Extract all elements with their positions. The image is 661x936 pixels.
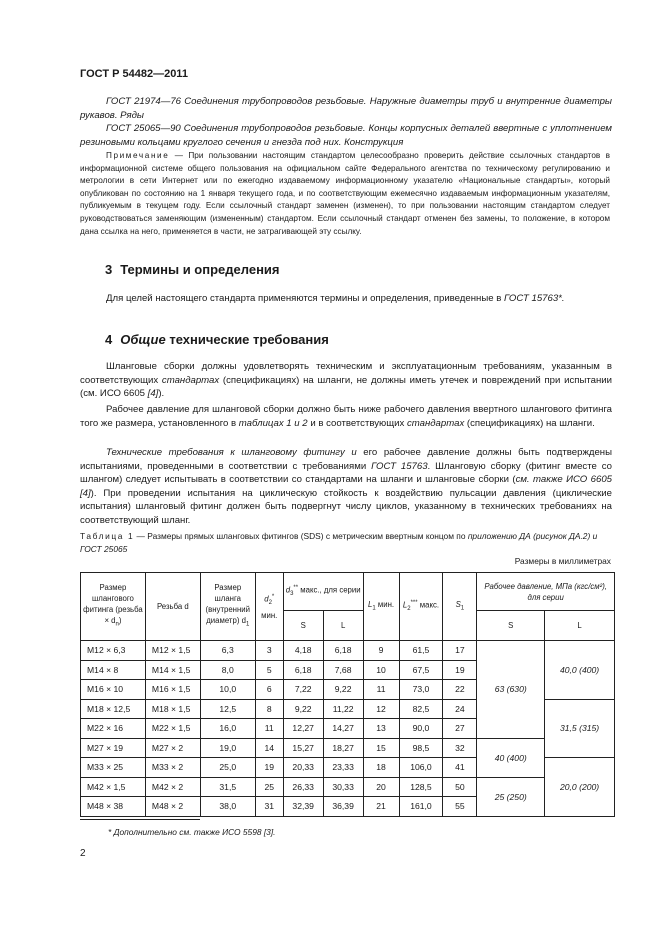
p1-text-c: (спецификациях) на шланги, не должны иметь утечек и повреждений при испытании (см. ИСО 6605	[80, 374, 612, 400]
section-4-title-italic: Общие	[120, 332, 166, 347]
header-hose-size: Размер шланга (внутренний диаметр) $d_1$	[200, 573, 255, 641]
table-row: M48 × 38 M48 × 2 38,0 31 32,39 36,39 21 161,0 55	[81, 797, 615, 817]
table-1-caption	[80, 530, 615, 555]
reference-gost-25065: ГОСТ 25065—90 Соединения трубопроводов резьбовые. Концы корпусных деталей ввертные с уплотнением резиновыми кольцами круглого сечения и гнезда под них. Конструкция	[80, 123, 612, 148]
section-3-heading	[105, 262, 280, 277]
header-l1: $L_1$ мин.	[363, 573, 399, 641]
p2-text-b: таблицах 1 и 2	[238, 417, 308, 429]
section-4-paragraph-1	[80, 360, 612, 401]
note-paragraph	[80, 150, 610, 238]
p2-text-d: стандартах	[406, 417, 465, 429]
table-row: M27 × 19 M27 × 2 19,0 14 15,27 18,27 15 98,5 32 40 (400)	[81, 738, 615, 758]
section-3-ref: ГОСТ 15763*.	[504, 293, 565, 304]
p3-text-b: его рабочее давление должны быть подтверждены испытаниями, проведенными в соответствии с требованиями	[80, 447, 612, 472]
table-1-label: Таблица 1	[80, 531, 135, 541]
p1-text-b: стандартах	[161, 374, 220, 386]
p1-text-a: Шланговые сборки должны удовлетворять техническим и эксплуатационным требованиям, указанным в соответствующих	[80, 361, 612, 386]
pressure-s-b: 40 (400)	[477, 738, 545, 777]
table-1	[80, 572, 615, 817]
pressure-l-a: 40,0 (400)	[545, 641, 615, 700]
p2-text-a: Рабочее давление для шланговой сборки должно быть ниже рабочего давления ввертного шлангового фитинга того же размера, установленного в	[80, 404, 612, 429]
header-thread: Резьба d	[145, 573, 200, 641]
p2-text-c: и в соответствующих	[307, 417, 407, 429]
header-d3-s: S	[283, 611, 323, 641]
p1-text-d: [4]	[147, 388, 159, 400]
section-4-title-rest: технические требования	[165, 332, 329, 347]
header-d3-l: L	[323, 611, 363, 641]
table-row: M12 × 6,3 M12 × 1,5 6,3 3 4,18 6,18 9 61,5 17 63 (630) 40,0 (400)	[81, 641, 615, 661]
pressure-l-c: 20,0 (200)	[545, 758, 615, 817]
header-d3: $d_3^{**}$ макс., для серии	[283, 573, 363, 611]
section-4-number: 4	[105, 332, 113, 347]
note-label: Примечание	[106, 151, 170, 160]
note-text: — При пользовании настоящим стандартом целесообразно проверить действие ссылочных стандартов в информационной системе общего пользования на официальном сайте Федерального агентства по техническому регулированию и метрологии в сети Интернет или по ежегодно издаваемому информационному указателю «Национальные стандарты», который опубликован по состоянию на 1 января текущего года, и по соответствующим ежемесячно издаваемым информационным указателям, публикуемым в текущем году. Если ссылочный стандарт заменен (изменен), то при пользовании настоящим стандартом следует руководствоваться заменяющим (измененным) стандартом. Если ссылочный стандарт отменен без замены, то положение, в котором дана ссылка на него, применяется в части, не затрагивающей эту ссылку.	[80, 151, 610, 236]
section-3-title: Термины и определения	[120, 262, 280, 277]
header-l2: $L_2^{***}$ макс.	[399, 573, 443, 641]
table-row: M16 × 10 M16 × 1,5 10,0 6 7,22 9,22 11 73,0 22	[81, 680, 615, 700]
p3-text-c: ГОСТ 15763	[371, 460, 428, 472]
header-pressure: Рабочее давление, МПа (кгс/см²), для серии	[477, 573, 615, 611]
table-row: M42 × 1,5 M42 × 2 31,5 25 26,33 30,33 20 128,5 50 25 (250)	[81, 777, 615, 797]
table-row: M22 × 16 M22 × 1,5 16,0 11 12,27 14,27 13 90,0 27	[81, 719, 615, 739]
p3-text-d: . Шланговую сборку (фитинг вместе со шлангом) следует испытывать в соответствии со стандартами на шланги и шланговые сборки (	[80, 460, 612, 486]
header-d2: $d_2^*$ мин.	[255, 573, 283, 641]
table-row: M14 × 8 M14 × 1,5 8,0 5 6,18 7,68 10 67,5 19	[81, 660, 615, 680]
section-3-number: 3	[105, 262, 113, 277]
p3-text-a: Технические требования к шланговому фитингу и	[106, 447, 357, 458]
reference-gost-21974: ГОСТ 21974—76 Соединения трубопроводов резьбовые. Наружные диаметры труб и внутренние диаметры рукавов. Ряды	[80, 96, 612, 121]
header-pressure-l: L	[545, 611, 615, 641]
table-1-caption-italic: приложению ДА (рисунок ДА.2) и ГОСТ 25065	[80, 531, 598, 554]
table-1-units: Размеры в миллиметрах	[514, 556, 611, 566]
footnote-divider	[80, 819, 200, 820]
section-4-heading	[105, 332, 329, 347]
header-size: Размер шлангового фитинга (резьба × $d_n$)	[81, 573, 146, 641]
p3-text-e: см. также ИСО 6605 [4]	[80, 474, 612, 499]
header-s1: $S_1$	[443, 573, 477, 641]
table-1-caption-text: — Размеры прямых шланговых фитингов (SDS) с метрическим ввертным концом по	[134, 531, 468, 541]
pressure-s-c: 25 (250)	[477, 777, 545, 816]
section-3-paragraph	[80, 292, 612, 306]
table-row: M18 × 12,5 M18 × 1,5 12,5 8 9,22 11,22 12 82,5 24 31,5 (315)	[81, 699, 615, 719]
p2-text-e: (спецификациях) на шланги.	[464, 417, 595, 429]
footnote: * Дополнительно см. также ИСО 5598 [3].	[108, 827, 276, 837]
header-pressure-s: S	[477, 611, 545, 641]
page-number: 2	[80, 848, 86, 859]
section-4-paragraph-2	[80, 403, 612, 430]
pressure-s-a: 63 (630)	[477, 641, 545, 739]
pressure-l-b: 31,5 (315)	[545, 699, 615, 758]
section-4-paragraph-3	[80, 446, 612, 528]
p1-text-e: ).	[158, 388, 165, 400]
table-row: M33 × 25 M33 × 2 25,0 19 20,33 23,33 18 106,0 41 20,0 (200)	[81, 758, 615, 778]
p3-text-f: ). При проведении испытания на циклическую стойкость к воздействию пульсации давления (циклические испытания) шланговый фитинг должен быть подвергнут числу циклов, указанному в технических требованиях на соответствующий шланг.	[80, 487, 612, 526]
section-3-text: Для целей настоящего стандарта применяются термины и определения, приведенные в	[106, 293, 504, 304]
document-id: ГОСТ Р 54482—2011	[80, 68, 188, 80]
